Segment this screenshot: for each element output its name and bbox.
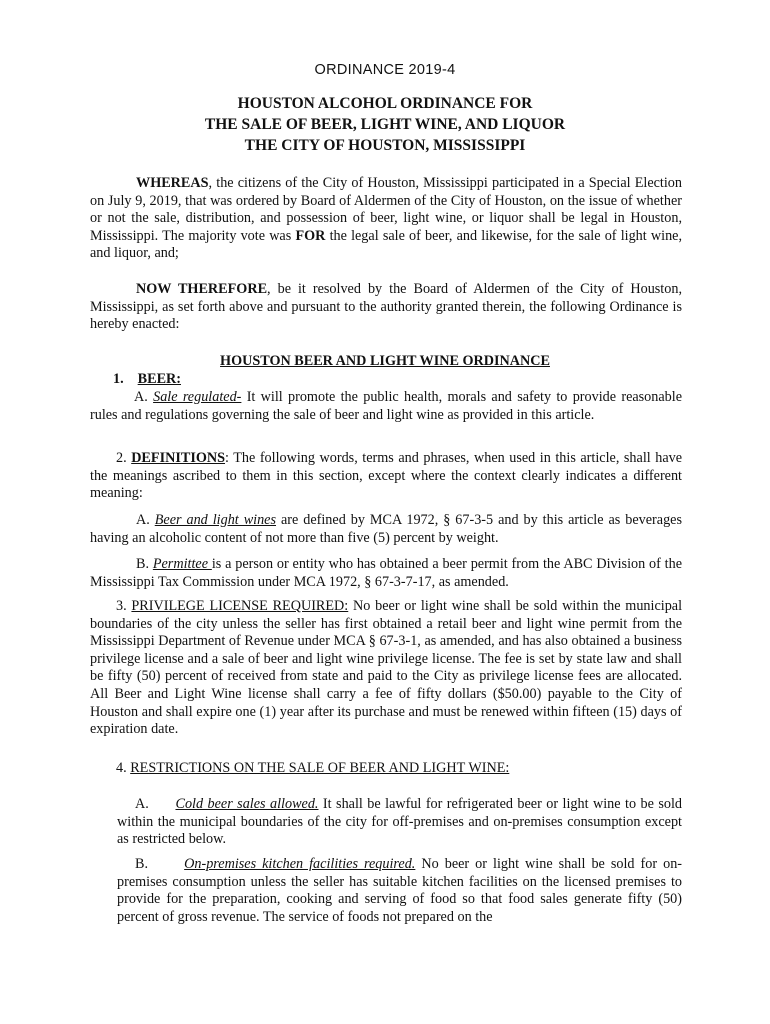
section-heading: HOUSTON BEER AND LIGHT WINE ORDINANCE [220,353,550,369]
whereas-text-1: , the citizens of the City of Houston, Mississippi participated in a Special Election on July 9, 2019, that was ordered by Board of Aldermen of the City of Houston, on the issue of whether or not the sale, distribution, and possession of beer, light wine, or liquor shall be legal in Houston, Mississippi. The majority vote was [90,175,682,244]
title-line-2: THE SALE OF BEER, LIGHT WINE, AND LIQUOR [204,116,566,133]
privilege-prefix: 3. [116,598,132,614]
restriction-b-paragraph [117,856,686,926]
definitions-label: DEFINITIONS [131,450,226,466]
definitions-text: : The following words, terms and phrases, when used in this article, shall have the meanings ascribed to them in this section, except where the context clearly indicates a different meaning: [90,450,683,502]
now-therefore-text: , be it resolved by the Board of Aldermen of the City of Houston, Mississippi, as set forth above and pursuant to the authority granted therein, the following Ordinance is hereby enacted: [90,281,682,333]
ordinance-number: ORDINANCE 2019-4 [314,62,456,78]
beer-label: BEER: [137,371,181,387]
restriction-a-prefix: A. [135,796,176,812]
now-therefore-paragraph [90,281,682,334]
definitions-prefix: 2. [116,450,132,466]
restriction-b-label: On-premises kitchen facilities required. [184,856,416,872]
definition-a-label: Beer and light wines [154,512,277,528]
restriction-b-text: No beer or light wine shall be sold for on-premises consumption unless the seller has suitable kitchen facilities on the licensed premises to provide for the preparation, cooking and serving of food so that food sales generate fifty (50) percent of gross revenue. The service of foods not prepared on the [117,856,686,925]
beer-number: 1. [113,371,124,387]
whereas-paragraph [90,175,682,263]
title-line-3: THE CITY OF HOUSTON, MISSISSIPPI [244,137,526,154]
definitions-paragraph [90,450,682,503]
sale-regulated-paragraph [90,389,682,424]
whereas-bold-word: FOR [295,227,326,244]
whereas-lead: WHEREAS [136,175,209,191]
restrictions-prefix: 4. [116,760,131,776]
restriction-b-prefix: B. [135,856,185,872]
definition-b-label: Permittee [152,556,212,572]
restrictions-heading [116,760,682,778]
definition-a-prefix: A. [136,512,155,528]
restriction-a-paragraph [117,796,686,849]
restriction-a-label: Cold beer sales allowed. [175,796,319,812]
privilege-label: PRIVILEGE LICENSE REQUIRED: [131,598,349,614]
sale-regulated-prefix: A. [134,389,154,405]
whereas-text-2: the legal sale of beer, and likewise, for the sale of light wine, and liquor, and; [90,227,683,262]
privilege-license-paragraph [90,598,682,739]
sale-regulated-text: It will promote the public health, morals and safety to provide reasonable rules and regulations governing the sale of beer and light wine as provided in this article. [90,389,682,423]
definition-a-paragraph [90,512,682,547]
restriction-a-text: It shall be lawful for refrigerated beer or light wine to be sold within the municipal boundaries of the city for off-premises and on-premises consumption except as restricted below. [117,796,686,848]
now-therefore-lead: NOW THEREFORE [136,281,268,297]
sale-regulated-label: Sale regulated- [153,389,242,405]
definition-b-paragraph [90,556,682,591]
definition-b-text: is a person or entity who has obtained a beer permit from the ABC Division of the Mississippi Tax Commission under MCA 1972, § 67-3-7-17, as amended. [90,556,683,590]
beer-heading [113,371,181,388]
title-line-1: HOUSTON ALCOHOL ORDINANCE FOR [237,95,533,112]
definition-a-text: are defined by MCA 1972, § 67-3-5 and by this article as beverages having an alcoholic content of not more than five (5) percent by weight. [90,512,682,546]
privilege-text: No beer or light wine shall be sold within the municipal boundaries of the city unless the seller has first obtained a retail beer and light wine permit from the Mississippi Department of Revenue under MCA § 67-3-1, as amended, and has also obtained a business privilege license and a sale of beer and light wine privilege license. The fee is set by state law and shall be fifty (50) percent of received from state and paid to the City as privilege license fees are allocated. All Beer and Light Wine license shall carry a fee of fifty dollars ($50.00) payable to the City of Houston and shall expire one (1) year after its purchase and must be renewed within fifteen (15) days of expiration date. [90,598,683,738]
restrictions-label: RESTRICTIONS ON THE SALE OF BEER AND LIGHT WINE: [130,760,510,776]
definition-b-prefix: B. [136,556,153,572]
